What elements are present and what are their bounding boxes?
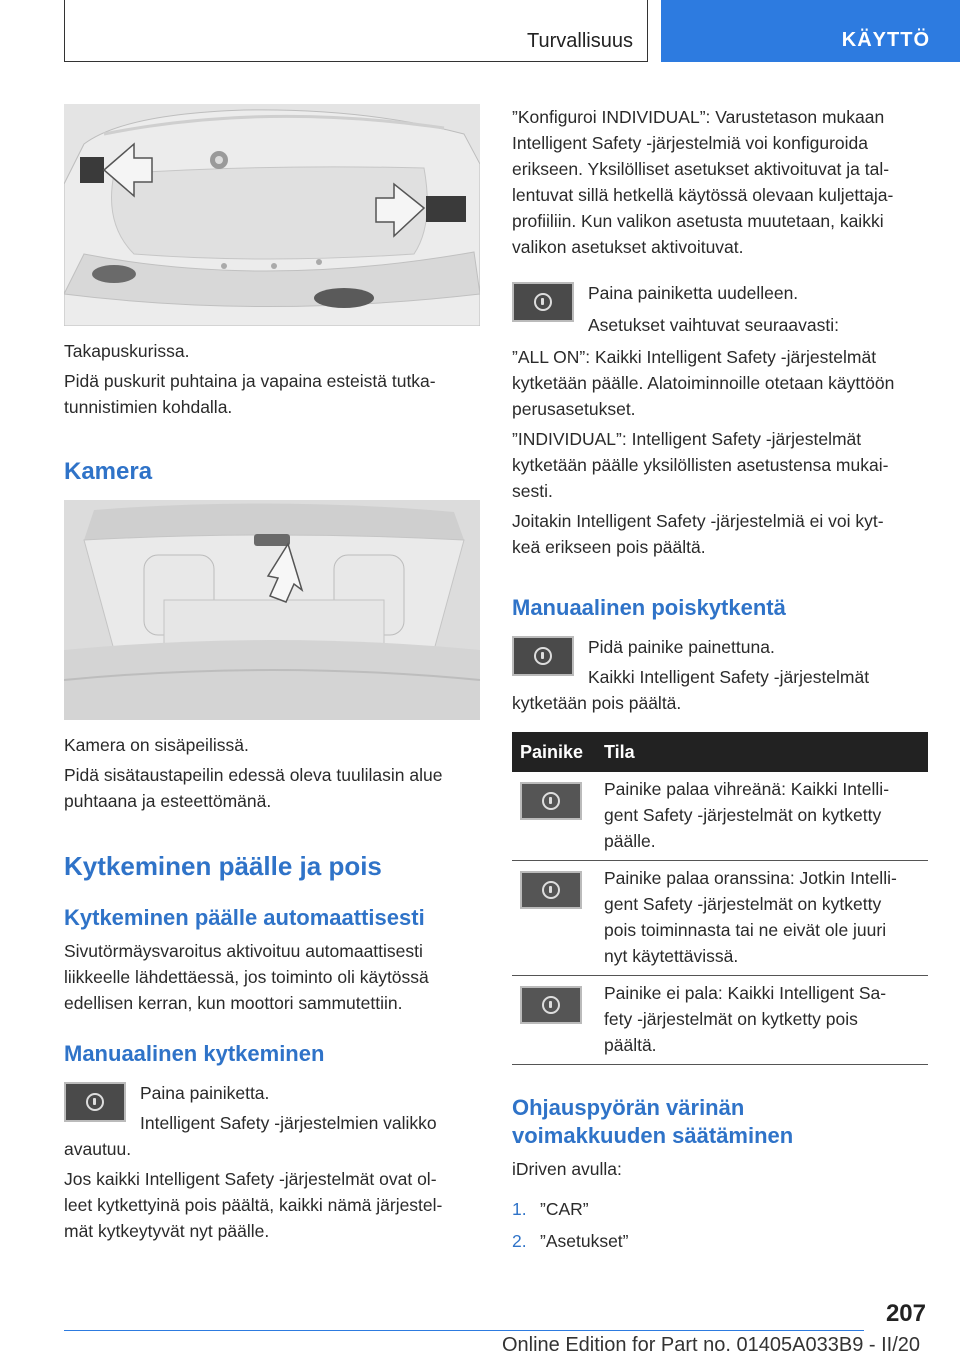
table-cell-text: gent Safety -järjestelmät on kytketty [604,805,882,825]
configure-text-line: profiiliin. Kun valikon asetusta muutetaan, kaikki [512,211,884,231]
some-systems-text-line: Joitakin Intelligent Safety -järjestelmiä ei voi kyt- [512,511,884,531]
image1-text-line: tunnistimien kohdalla. [64,397,233,417]
table-cell-text: Painike palaa oranssina: Jotkin Intelli- [604,868,897,888]
safety-button-icon [512,282,574,322]
safety-button-icon [512,636,574,676]
rear-bumper-illustration [64,104,480,326]
footer-edition: Online Edition for Part no. 01405A033B9 - II/20 [501,1334,920,1356]
settings-change-text: Asetukset vaihtuvat seuraavasti: [588,315,839,335]
image1-text-line: Pidä puskurit puhtaina ja vapaina esteistä tutka- [64,371,436,391]
safety-button-icon [64,1082,126,1122]
manual-heading: Manuaalinen kytkeminen [64,1041,325,1066]
manual-text-line: mät kytkeytyvät nyt päälle. [64,1221,270,1241]
configure-text-line: erikseen. Yksilölliset asetukset aktivoituvat ja tal- [512,159,890,179]
configure-text-line: valikon asetukset aktivoituvat. [512,237,744,257]
button-green-icon [520,782,582,820]
table-cell-text: päältä. [604,1035,657,1055]
main-heading: Kytkeminen päälle ja pois [64,851,382,881]
button-state-table [512,732,928,1065]
table-header-state: Tila [604,742,635,762]
manual-text-line: Jos kaikki Intelligent Safety -järjestelmät ovat ol- [64,1169,437,1189]
table-row [512,861,928,976]
individual-text-line: kytketään päälle yksilöllisten asetustensa mukai- [512,455,889,475]
list-item: ”Asetukset” [540,1231,629,1251]
footer-divider [64,1330,864,1331]
image2-caption: Kamera on sisäpeilissä. [64,735,249,755]
configure-text-line: Intelligent Safety -järjestelmiä voi konfiguroida [512,133,869,153]
allon-text-line: kytketään päälle. Alatoiminnoille otetaan käyttöön [512,373,895,393]
auto-heading: Kytkeminen päälle automaattisesti [64,905,425,930]
manual-step-text: Intelligent Safety -järjestelmien valikko [140,1113,437,1133]
table-cell-text: Painike ei pala: Kaikki Intelligent Sa- [604,983,887,1003]
auto-text-line: Sivutörmäysvaroitus aktivoituu automaattisesti [64,941,423,961]
table-row [512,772,928,861]
list-number: 1. [512,1199,527,1219]
manual-text-line: leet kytkettyinä pois päältä, kaikki nämä järjestel- [64,1195,443,1215]
image2-text-line: puhtaana ja esteettömänä. [64,791,272,811]
auto-text-line: edellisen kerran, kun moottori sammutettiin. [64,993,403,1013]
list-number: 2. [512,1231,527,1251]
button-orange-icon [520,871,582,909]
table-cell-text: gent Safety -järjestelmät on kytketty [604,894,882,914]
image2-text-line: Pidä sisätaustapeilin edessä oleva tuulilasin alue [64,765,443,785]
individual-text-line: ”INDIVIDUAL”: Intelligent Safety -järjestelmät [512,429,862,449]
table-row [512,976,928,1065]
configure-text-line: ”Konfiguroi INDIVIDUAL”: Varustetason mukaan [512,107,885,127]
header-section-title: Turvallisuus [527,30,633,52]
header-chapter-title: KÄYTTÖ [841,29,930,51]
table-header [512,732,928,772]
table-cell-text: päälle. [604,831,656,851]
image1-caption: Takapuskurissa. [64,341,190,361]
table-cell-text: Painike palaa vihreänä: Kaikki Intelli- [604,779,890,799]
page-number: 207 [885,1300,926,1327]
list-item: ”CAR” [540,1199,589,1219]
off-step-text: kytketään pois päältä. [512,693,682,713]
manual-step-text: avautuu. [64,1139,132,1159]
interior-camera-illustration [64,500,480,720]
header-chapter-tab [661,0,960,62]
allon-text-line: ”ALL ON”: Kaikki Intelligent Safety -järjestelmät [512,347,877,367]
kamera-heading: Kamera [64,458,153,485]
table-cell-text: nyt käytettävissä. [604,946,739,966]
idrive-text: iDriven avulla: [512,1159,622,1179]
off-step-text: Pidä painike painettuna. [588,637,775,657]
header-section-box [64,0,648,62]
some-systems-text-line: keä erikseen pois päältä. [512,537,706,557]
table-cell-text: fety -järjestelmät on kytketty pois [604,1009,858,1029]
configure-text-line: lentuvat sillä hetkellä käytössä olevaan kuljettaja- [512,185,894,205]
individual-text-line: sesti. [512,481,553,501]
table-header-button: Painike [520,742,584,762]
auto-text-line: liikkeelle lähdettäessä, jos toiminto oli käytössä [64,967,429,987]
press-again-text: Paina painiketta uudelleen. [588,283,799,303]
button-off-icon [520,986,582,1024]
table-cell-text: pois toiminnasta tai ne eivät ole juuri [604,920,887,940]
allon-text-line: perusasetukset. [512,399,636,419]
steering-heading: voimakkuuden säätäminen [512,1123,794,1148]
manual-step-text: Paina painiketta. [140,1083,270,1103]
off-step-text: Kaikki Intelligent Safety -järjestelmät [588,667,870,687]
steering-heading: Ohjauspyörän värinän [512,1095,745,1120]
manual-off-heading: Manuaalinen poiskytkentä [512,595,786,620]
